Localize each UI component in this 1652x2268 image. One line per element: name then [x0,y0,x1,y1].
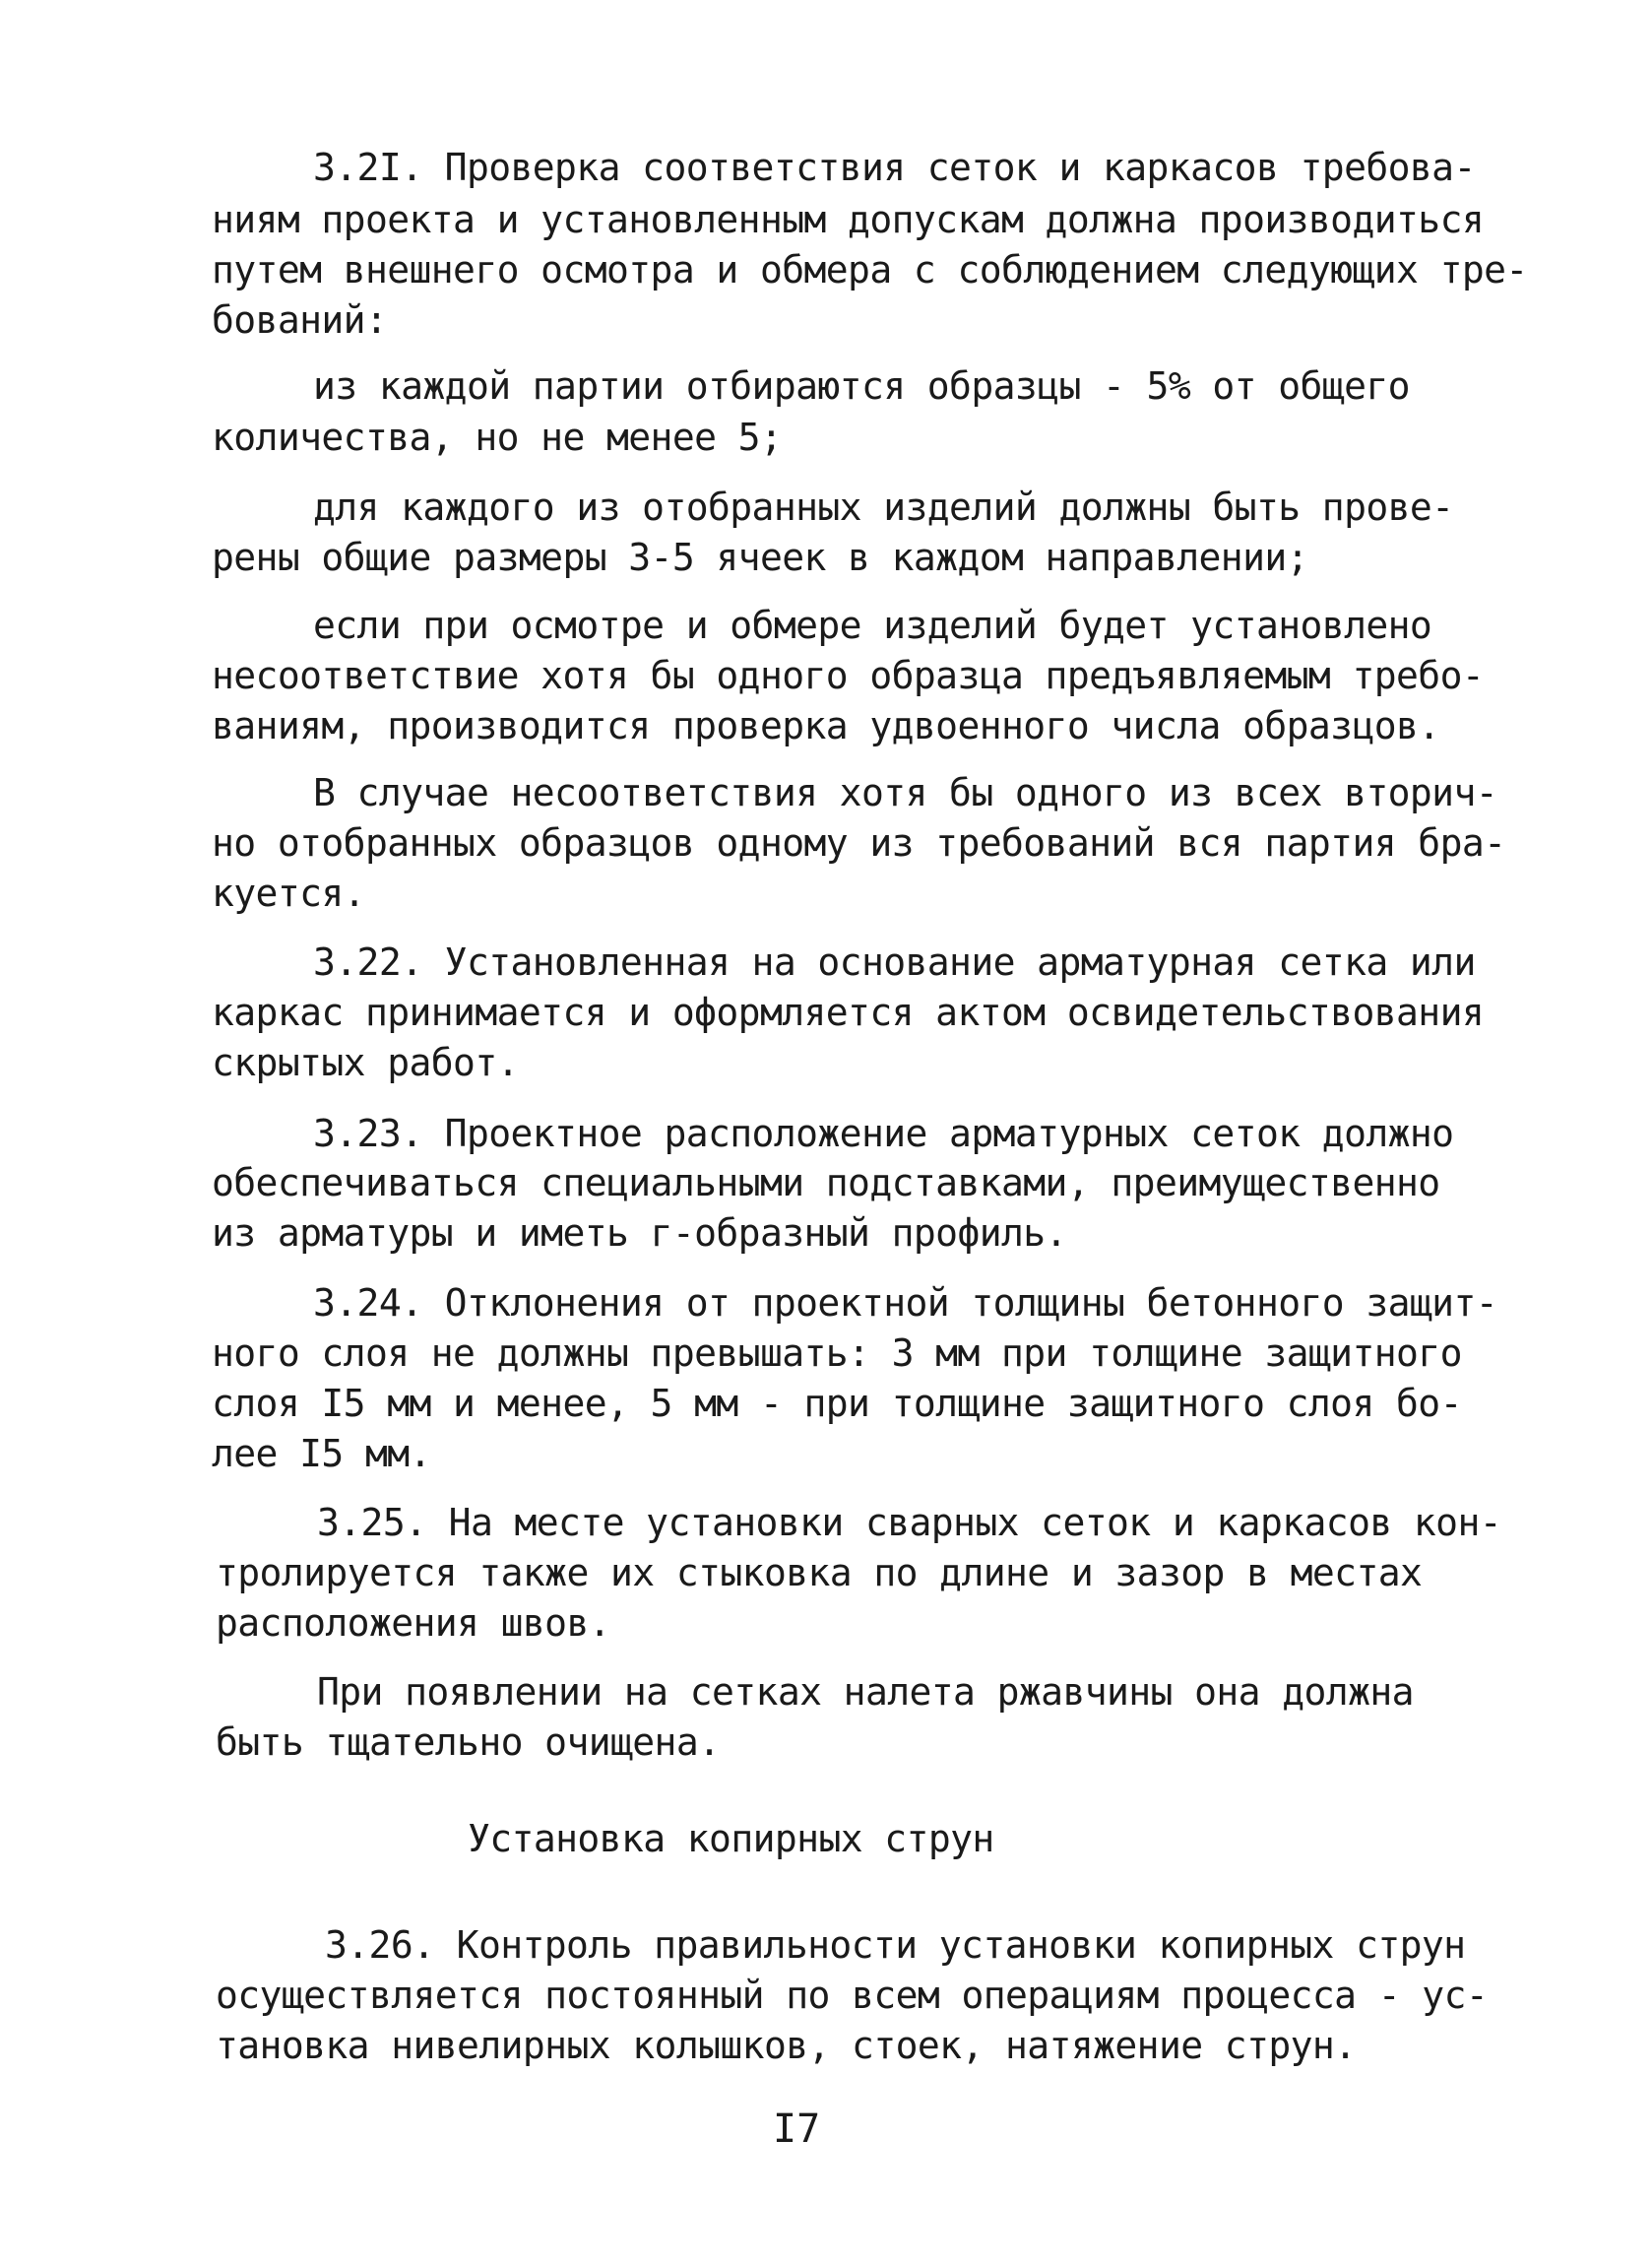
section-heading: Установка копирных струн [468,1817,994,1860]
text-line: путем внешнего осмотра и обмера с соблюдением следующих тре- [212,248,1528,292]
text-line: ниям проекта и установленным допускам должна производиться [212,198,1485,241]
text-line: рены общие размеры 3-5 ячеек в каждом направлении; [212,536,1308,579]
text-line: осуществляется постоянный по всем операциям процесса - ус- [216,1974,1489,2017]
text-line: обеспечиваться специальными подставками, преимущественно [212,1161,1440,1204]
text-line: куется. [212,872,365,915]
page-number: I7 [773,2106,821,2152]
text-line: При появлении на сетках налета ржавчины она должна [317,1670,1414,1714]
text-line: бований: [212,298,388,342]
text-line: тролируется также их стыковка по длине и зазор в местах [216,1551,1423,1594]
text-line: 3.23. Проектное расположение арматурных сеток должно [313,1112,1454,1155]
text-line: В случае несоответствия хотя бы одного из всех вторич- [313,771,1498,814]
text-line: для каждого из отобранных изделий должны быть прове- [313,486,1454,529]
text-line: ного слоя не должны превышать: 3 мм при толщине защитного [212,1331,1462,1375]
text-line: несоответствие хотя бы одного образца предъявляемым требо- [212,654,1485,697]
text-line: если при осмотре и обмере изделий будет установлено [313,604,1432,647]
text-line: каркас принимается и оформляется актом освидетельствования [212,991,1485,1034]
text-line: количества, но не менее 5; [212,416,783,459]
text-line: 3.2I. Проверка соответствия сеток и каркасов требова- [313,146,1476,189]
text-line: из каждой партии отбираются образцы - 5% от общего [313,364,1410,408]
text-line: тановка нивелирных колышков, стоек, натяжение струн. [216,2024,1357,2067]
text-line: скрытых работ. [212,1041,519,1084]
text-line: из арматуры и иметь г-образный профиль. [212,1211,1067,1255]
text-line: расположения швов. [216,1601,611,1645]
text-line: 3.26. Контроль правильности установки копирных струн [325,1923,1466,1967]
text-line: ваниям, производится проверка удвоенного числа образцов. [212,704,1440,747]
text-line: быть тщательно очищена. [216,1720,721,1764]
text-line: лее I5 мм. [212,1432,431,1475]
text-line: слоя I5 мм и менее, 5 мм - при толщине защитного слоя бо- [212,1382,1462,1425]
text-line: 3.22. Установленная на основание арматурная сетка или [313,940,1476,984]
text-line: 3.25. На месте установки сварных сеток и каркасов кон- [317,1501,1502,1544]
text-line: 3.24. Отклонения от проектной толщины бетонного защит- [313,1281,1498,1325]
text-line: но отобранных образцов одному из требований вся партия бра- [212,821,1506,865]
